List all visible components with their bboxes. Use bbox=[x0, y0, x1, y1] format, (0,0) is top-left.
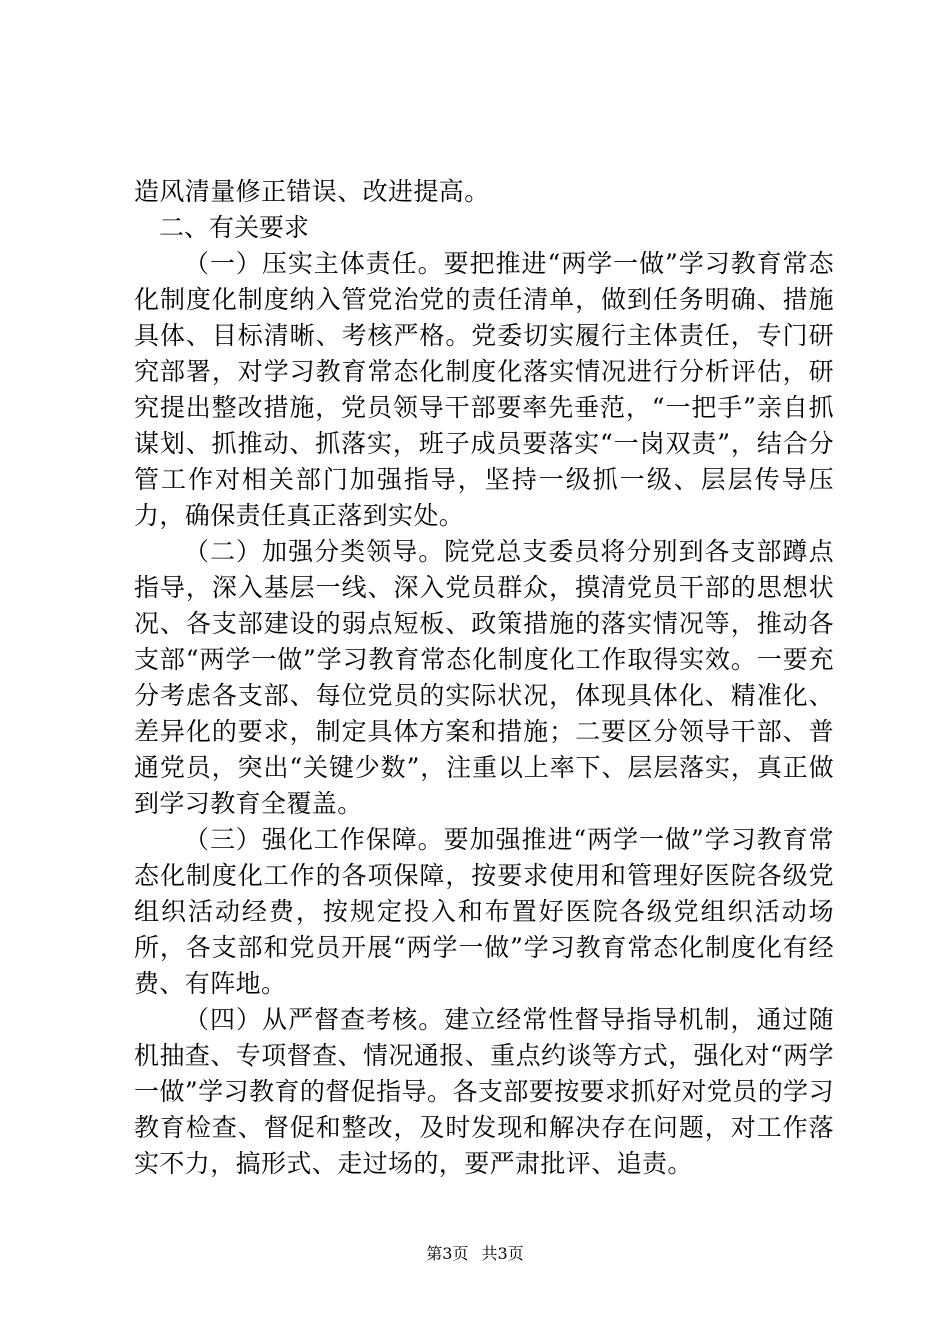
page-total: 共3页 bbox=[481, 1244, 524, 1263]
document-body bbox=[134, 174, 834, 1182]
paragraph-2: （二）加强分类领导。院党总支委员将分别到各支部蹲点指导，深入基层一线、深入党员群众，摸清党员干部的思想状况、各支部建设的弱点短板、政策措施的落实情况等，推动各支部“两学一做”学习教育常态化制度化工作取得实效。一要充分考虑各支部、每位党员的实际状况，体现具体化、精准化、差异化的要求，制定具体方案和措施；二要区分领导干部、普通党员，突出“关键少数”，注重以上率下、层层落实，真正做到学习教育全覆盖。 bbox=[134, 537, 834, 818]
lead-line: 造风清量修正错误、改进提高。 bbox=[134, 177, 490, 206]
paragraph-3: （三）强化工作保障。要加强推进“两学一做”学习教育常态化制度化工作的各项保障，按要求使用和管理好医院各级党组织活动经费，按规定投入和布置好医院各级党组织活动场所，各支部和党员开展“两学一做”学习教育常态化制度化有经费、有阵地。 bbox=[134, 825, 834, 998]
section-heading: 二、有关要求 bbox=[159, 213, 310, 242]
page-footer bbox=[0, 1243, 950, 1265]
paragraph-1: （一）压实主体责任。要把推进“两学一做”学习教育常态化制度化制度纳入管党治党的责任清单，做到任务明确、措施具体、目标清晰、考核严格。党委切实履行主体责任，专门研究部署，对学习教育常态化制度化落实情况进行分析评估，研究提出整改措施，党员领导干部要率先垂范，“一把手”亲自抓谋划、抓推动、抓落实，班子成员要落实“一岗双责”，结合分管工作对相关部门加强指导，坚持一级抓一级、层层传导压力，确保责任真正落到实处。 bbox=[134, 249, 834, 530]
paragraph-4: （四）从严督查考核。建立经常性督导指导机制，通过随机抽查、专项督查、情况通报、重点约谈等方式，强化对“两学一做”学习教育的督促指导。各支部要按要求抓好对党员的学习教育检查、督促和整改，及时发现和解决存在问题，对工作落实不力，搞形式、走过场的，要严肃批评、追责。 bbox=[134, 1005, 834, 1178]
page-number: 第3页 bbox=[426, 1244, 469, 1263]
